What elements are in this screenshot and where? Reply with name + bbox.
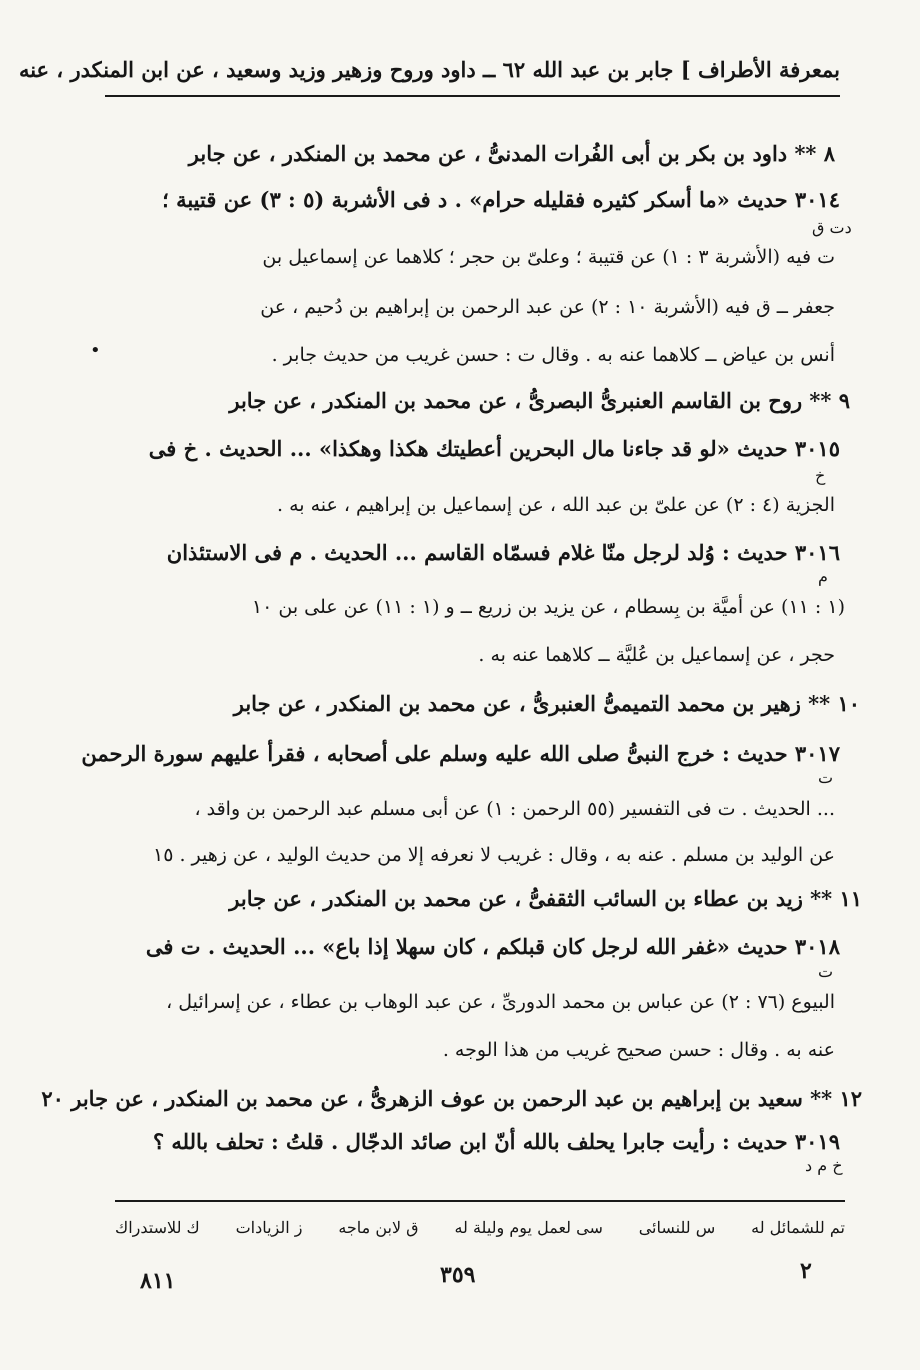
margin-siglum: م — [818, 567, 828, 586]
entry-line: ٣٠١٨ حديث «غفر الله لرجل كان قبلكم ، كان سهلا إذا باع» ... الحديث . ت فى — [145, 934, 840, 959]
margin-siglum: خ م د — [805, 1156, 843, 1175]
entry-line: ٣٠١٧ حديث : خرج النبىُّ صلى الله عليه وسلم على أصحابه ، فقرأ عليهم سورة الرحمن — [81, 741, 840, 766]
entry-line: ٣٠١٦ حديث : وُلد لرجل منّا غلام فسمّاه القاسم ... الحديث . م فى الاستئذان — [166, 540, 840, 565]
legend-item: سى لعمل يوم وليلة له — [454, 1217, 603, 1237]
entry-line: ٣٠١٥ حديث «لو قد جاءنا مال البحرين أعطيتك هكذا وهكذا» ... الحديث . خ فى — [148, 436, 840, 461]
text-line: جعفر ــ ق فيه (الأشربة ١٠ : ٢) عن عبد الرحمن بن إبراهيم بن دُحيم ، عن — [260, 296, 835, 318]
margin-siglum: ت — [818, 962, 834, 981]
legend-item: ك للاستدراك — [115, 1217, 200, 1237]
text-line: (١ : ١١) عن أميَّة بن بِسطام ، عن يزيد بن زريع ــ و (١ : ١١) عن على بن ١٠ — [251, 596, 845, 618]
entry-line: ٨ ** داود بن بكر بن أبى الفُرات المدنىُّ ، عن محمد بن المنكدر ، عن جابر — [188, 141, 835, 166]
entry-line: ٩ ** روح بن القاسم العنبرىُّ البصرىُّ ، عن محمد بن المنكدر ، عن جابر — [229, 388, 850, 413]
footer-left-number: ٨١١ — [140, 1268, 176, 1294]
margin-dot: • — [90, 340, 101, 361]
margin-siglum: ت — [818, 768, 834, 787]
margin-siglum: دت ق — [812, 218, 852, 237]
page-number: ٣٥٩ — [440, 1262, 476, 1288]
text-line: الجزية (٤ : ٢) عن علىّ بن عبد الله ، عن إسماعيل بن إبراهيم ، عنه به . — [277, 494, 835, 516]
entry-line: ١١ ** زيد بن عطاء بن السائب الثقفىُّ ، عن محمد بن المنكدر ، عن جابر — [229, 886, 862, 911]
text-line: حجر ، عن إسماعيل بن عُليَّة ــ كلاهما عنه به . — [478, 644, 835, 666]
footer-right-number: ٢ — [800, 1258, 812, 1284]
text-line: البيوع (٧٦ : ٢) عن عباس بن محمد الدورىِّ ، عن عبد الوهاب بن عطاء ، عن إسرائيل ، — [166, 991, 835, 1013]
header-rule — [105, 95, 840, 97]
legend-item: تم للشمائل له — [751, 1217, 845, 1237]
entry-line: ١٢ ** سعيد بن إبراهيم بن عبد الرحمن بن عوف الزهرىُّ ، عن محمد بن المنكدر ، عن جابر ٢٠ — [41, 1086, 862, 1111]
text-line: ت فيه (الأشربة ٣ : ١) عن قتيبة ؛ وعلىّ بن حجر ؛ كلاهما عن إسماعيل بن — [262, 246, 835, 268]
entry-line: ٣٠١٩ حديث : رأيت جابرا يحلف بالله أنّ ابن صائد الدجّال . قلتُ : تحلف بالله ؟ — [152, 1129, 840, 1154]
footnote-rule — [115, 1200, 845, 1202]
sigla-legend — [115, 1212, 845, 1242]
margin-siglum: خ — [815, 466, 826, 485]
running-header: بمعرفة الأطراف ] جابر بن عبد الله ٦٢ ــ داود وروح وزهير وزيد وسعيد ، عن ابن المنكدر ، عنه — [18, 57, 840, 82]
entry-line: ٣٠١٤ حديث «ما أسكر كثيره فقليله حرام» . د فى الأشربة (٥ : ٣) عن قتيبة ؛ — [162, 187, 840, 212]
text-line: عنه به . وقال : حسن صحيح غريب من هذا الوجه . — [442, 1039, 835, 1061]
legend-item: س للنسائى — [638, 1217, 716, 1237]
legend-item: ق لابن ماجه — [338, 1217, 419, 1237]
text-line: عن الوليد بن مسلم . عنه به ، وقال : غريب لا نعرفه إلا من حديث الوليد ، عن زهير . ١٥ — [153, 844, 835, 866]
entry-line: ١٠ ** زهير بن محمد التميمىُّ العنبرىُّ ، عن محمد بن المنكدر ، عن جابر — [233, 691, 860, 716]
text-line: أنس بن عياض ــ كلاهما عنه به . وقال ت : حسن غريب من حديث جابر . — [271, 344, 835, 366]
legend-item: ز الزيادات — [235, 1217, 303, 1237]
text-line: ... الحديث . ت فى التفسير (٥٥ الرحمن : ١) عن أبى مسلم عبد الرحمن بن واقد ، — [194, 798, 835, 820]
